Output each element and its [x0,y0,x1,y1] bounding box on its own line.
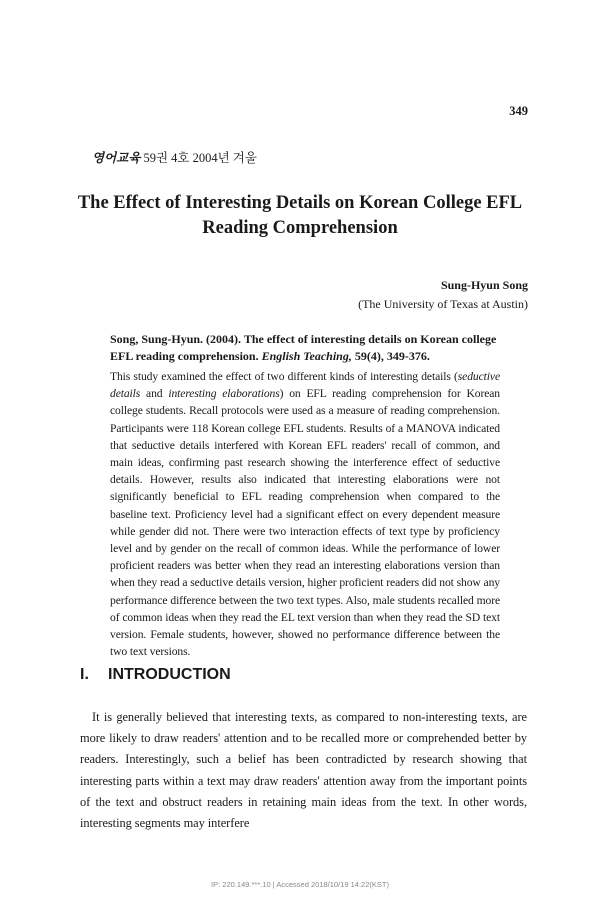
section-number: I. [80,666,89,683]
citation-prefix: Song, Sung-Hyun. (2004). The effect of interesting details on Korean college EFL reading comprehension. [110,332,497,363]
access-footer: IP: 220.149.***.10 | Accessed 2018/10/19 14:22(KST) [211,880,389,889]
paper-title [60,191,540,241]
section-title: INTRODUCTION [108,666,231,683]
abstract-text-3: ) on EFL reading comprehension for Korean college students. Recall protocols were used as a measure of reading comprehension. Participants were 118 Korean college EFL students. Results of a MANOVA indicated that seductive details interfered with Korean EFL readers' recall of common, and main ideas, confirming past research showing the interference effect of seductive details. However, results also indicated that interesting elaborations were not significantly beneficial to EFL reading comprehension when compared to the baseline text. Proficiency level had a significant effect on every dependent measure while gender did not. There were two interaction effects of text type by proficiency level and by gender on the recall of common ideas. While the performance of lower proficient readers was better when they read an interesting elaborations version than when they read a seductive details version, higher proficient readers did not show any performance difference between the two text types. Also, male students recalled more of common ideas when they read the EL text version than when they read the SD text version. Female students, however, showed no performance difference between the two text versions. [110,387,500,659]
title-line-1: The Effect of Interesting Details on Korean College EFL [77,193,523,213]
abstract-text-1: This study examined the effect of two different kinds of interesting details ( [110,370,458,383]
citation-journal: English Teaching, [261,349,352,363]
abstract-em-1: seductive details [110,370,500,401]
title-line-2: Reading Comprehension [202,218,398,238]
citation-suffix: 59(4), 349-376. [351,349,430,363]
abstract-em-2: interesting elaborations [168,387,280,401]
journal-issue: 59권 4호 2004년 겨울 [140,151,257,165]
section-heading [80,666,231,684]
author-block [358,276,528,314]
author-name: Sung-Hyun Song [440,278,528,292]
abstract [110,368,500,660]
abstract-text-2: and [140,387,169,401]
author-affiliation: (The University of Texas at Austin) [358,297,528,311]
page-number: 349 [509,104,528,118]
journal-name: 영어교육 [92,151,141,165]
journal-info [92,148,257,166]
body-paragraph: It is generally believed that interesting texts, as compared to non-interesting texts, are more likely to draw readers' attention and to be recalled more or comprehended better by readers. Interestingly, such a belief has been contradicted by research showing that interesting parts within a text may draw readers' attention away from the important points of the text and obstruct readers in retaining main ideas from the text. In other words, interesting segments may interfere [80,710,527,831]
citation [110,331,500,365]
